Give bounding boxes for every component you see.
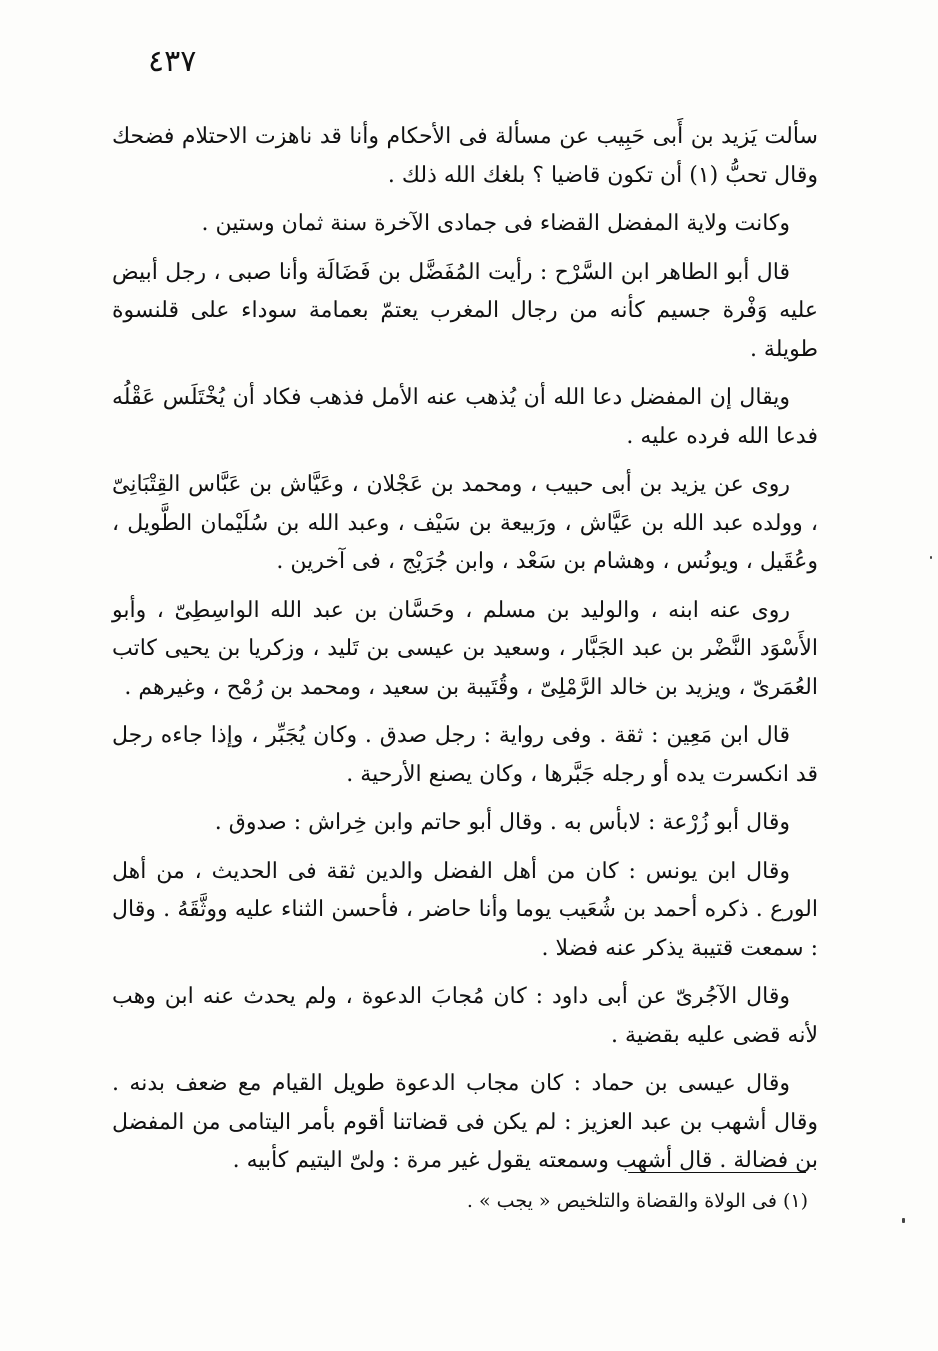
paragraph-physical-description: قال أبو الطاهر ابن السَّرْح : رأيت المُفَضَّل بن فَضَالَة وأنا صبى ، رجل أبيض عليه وَفْرة جسيم كأنه من رجال المغرب يعتمّ بعمامة سوداء على قلنسوة طويلة . xyxy=(112,259,818,362)
footnote: (١) فى الولاة والقضاة والتلخيص « يجب » . xyxy=(466,1190,808,1212)
page-number: ٤٣٧ xyxy=(148,44,197,79)
paragraph-ibn-yunus: وقال ابن يونس : كان من أهل الفضل والدين ثقة فى الحديث ، من أهل الورع . ذكره أحمد بن شُعَيب يوما وأنا حاضر ، فأحسن الثناء عليه ووثَّقَهُ . وقال : سمعت قتيبة يذكر عنه فضلا . xyxy=(112,858,818,961)
footnote-divider xyxy=(628,1172,806,1173)
paragraph-abu-zura: وقال أبو زُرْعة : لابأس به . وقال أبو حاتم وابن خِراش : صدوق . xyxy=(214,810,790,835)
paragraph-narrated-from: روى عن يزيد بن أبى حبيب ، ومحمد بن عَجْلان ، وعَيَّاش بن عَبَّاس القِتْبَانِىّ ، وولده عبد الله بن عَيَّاش ، ورَبيعة بن سَيْف ، وعبد الله بن سُلَيْمان الطَّويل ، وعُقَيل ، ويونُس ، وهشام بن سَعْد ، وابن جُرَيْج ، فى آخرين . xyxy=(112,472,818,574)
paragraph-ibn-main: قال ابن مَعِين : ثقة . وفى رواية : رجل صدق . وكان يُجَبِّر ، وإذا جاءه رجل قد انكسرت يده أو رجله جَبَّرها ، وكان يصنع الأرحية . xyxy=(112,723,818,787)
scan-speck xyxy=(902,1218,905,1223)
scan-speck xyxy=(930,556,932,559)
paragraph-prayer: ويقال إن المفضل دعا الله أن يُذهب عنه الأمل فذهب فكاد أن يُخْتَلَس عَقْلُه فدعا الله فرده عليه . xyxy=(112,385,818,449)
paragraph-narrated-by: روى عنه ابنه ، والوليد بن مسلم ، وحَسَّان بن عبد الله الواسِطِىّ ، وأبو الأَسْوَد النَّضْر بن عبد الجَبَّار ، وسعيد بن عيسى بن تَليد ، وزكريا بن يحيى كاتب العُمَرىّ ، ويزيد بن خالد الرَّمْلِىّ ، وقُتَيبة بن سعيد ، ومحمد بن رُمْح ، وغيرهم . xyxy=(112,597,818,700)
paragraph-question-to-yazid: سألت يَزيد بن أَبى حَبِيب عن مسألة فى الأحكام وأنا قد ناهزت الاحتلام فضحك وقال تحبُّ (١) أن تكون قاضيا ؟ بلغك الله ذلك . xyxy=(112,124,818,188)
paragraph-appointment-date: وكانت ولاية المفضل القضاء فى جمادى الآخرة سنة ثمان وستين . xyxy=(201,211,790,236)
paragraph-isa-ibn-hammad: وقال عيسى بن حماد : كان مجاب الدعوة طويل القيام مع ضعف بدنه . وقال أشهب بن عبد العزيز : لم يكن فى قضاتنا أقوم بأمر اليتامى من المفضل بن فضالة . قال أشهب وسمعته يقول غير مرة : ولىّ اليتيم كأبيه . xyxy=(112,1071,818,1173)
paragraph-al-ajurri: وقال الآجُرىّ عن أبى داود : كان مُجابَ الدعوة ، ولم يحدث عنه ابن وهب لأنه قضى عليه بقضية . xyxy=(112,984,818,1048)
main-text-block xyxy=(112,118,818,1191)
